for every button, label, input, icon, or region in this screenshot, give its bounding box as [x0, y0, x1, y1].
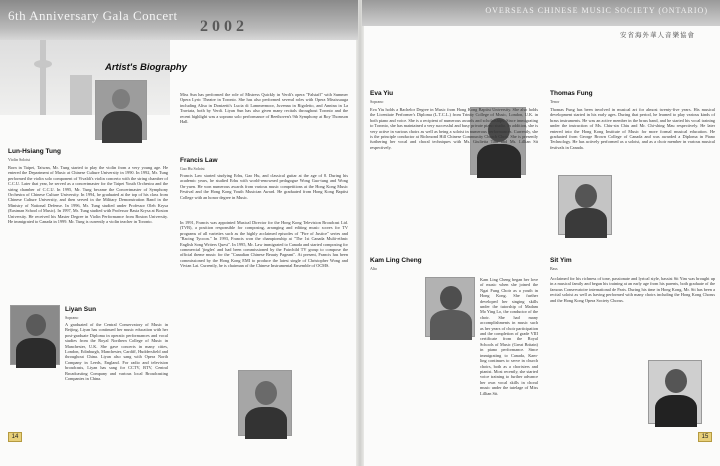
- artist-bio: In 1991, Francis was appointed Musical Director for the Hong Kong Television Broadcast Ltd. (TVB), a position responsible for composing, arranging and editing music scores for TV programs of all varieties such as the highly acclaimed episodes of "Fire of Justice" series and "Racing Tycoon." In 1993, Francis won the championship at "The 1st Canada Multi-ethnic English Song Writers Quest". In 1995, Mr. Law immigrated to Canada and started composing for commercial 'jingles' and had been commissioned by the Fairchild TV group to compose the official theme music for the "Canadian Chinese Beauty Pageant". At present, Francis has been commissioned by the Hong Kong EMI to produce the latest single of Christopher Wong and Vivian Lai. Currently, he is chairman of the Chinese Instrumental Ensemble of OCMS.: [180, 220, 348, 269]
- liyan-sun-photo: [10, 305, 60, 365]
- liyan-sun-bio-continued: Miss Sun has performed the role of Mistress Quickly in Verdi's opera "Falstaff" with Summer Opera Lyric Theatre in Toronto. She has also performed several roles with Opera Mississauga including Alisa in Donizetti's Lucia di Lammermoor, Juvenna in Rigoletto, and Annina in La Traviata, both by Verdi. Liyan Sun has also given many recitals throughout Toronto and the recent highlight was a soprano solo performance of Beethoven's 9th Symphony at Roy Thomson Hall.: [180, 92, 348, 125]
- artist-bio: Acclaimed for his richness of tone, passionate and lyrical style, bassist Sit Yim was brought up in a musical family and began his training at an early age from his parents, both graduate of the famous Conservatoire international de Paris. During his time in Hong Kong, Mr. Sit has been a recital soloist as well as having performed with many choirs including the Hong Kong Chorus and the Hong Kong Opera Society Chorus.: [550, 276, 715, 303]
- kam-ling-cheng-photo: [425, 277, 475, 337]
- left-header-banner: [0, 0, 358, 40]
- artist-role: Bass: [550, 266, 558, 271]
- artist-name: Thomas Fung: [550, 90, 593, 97]
- artist-bio: Francis Law started studying Erhu, Gao Hu, and classical guitar at the age of 8. During his academic years, he studied Erhu with world-renowned pedagogue Wong Guo-tung and Wong On-yuen. He won numerous awards from various music competitions at the Hong Kong Music Festival and the Hong Kong Youth Musician Award. He graduated from Hong Kong Baptist College with an honor degree in Music.: [180, 173, 348, 200]
- tower-graphic: [40, 40, 46, 115]
- artist-role: Alto: [370, 266, 378, 271]
- artist-bio: Eva Yiu holds a Bachelor Degree in Music from Hong Kong Baptist University. She also holds the Licentiate Performer's Diploma (L.T.C.L.) from Trinity College of Music, London, U.K. in both piano and voice. She is a recipient of numerous awards and scholarships. Since immigrating to Toronto, she has maintained a very successful and busy private piano studio. In addition, she is very active in various choirs as well as being a soloist in numerous performances. Currently, she is the principle conductor at Richmond Hill Chinese Community Church Choir. She is presently furthering her vocal and choral techniques with Ms. Giulietta Tam and Ms. Lillian Sit respectively.: [370, 107, 538, 150]
- artist-role: Soprano: [65, 315, 79, 320]
- artist-name: Eva Yiu: [370, 90, 394, 97]
- artist-name: Lun-Hsiang Tung: [8, 148, 61, 155]
- artist-role: Tenor: [550, 99, 560, 104]
- artist-bio: Thomas Fung has been involved in musical art for almost twenty-five years. His musical development started in his early ages. During that period, he learned to play various kinds of brass instruments. He was an active member in the brass band, and he started his vocal training under the instruction of Ms. Chiu-sin Chiu and Mr. Chi-shing Mau respectively. He later entered into the Hong Kong Institute of Music for more formal musical education. He graduated from George Brown College of Canada and was awarded a Diploma in Piano Technology. He has actively performed as a soloist, and as a choir member in various musical festivals in Canada.: [550, 107, 715, 150]
- society-name-chinese: 安省海外華人音樂協會: [620, 32, 695, 39]
- artist-name: Francis Law: [180, 157, 218, 164]
- page-number-left: 14: [8, 432, 22, 442]
- artist-role: Gao Hu Soloist: [180, 166, 205, 171]
- lun-hsiang-tung-photo: [95, 80, 147, 140]
- artist-bio: A graduated of the Central Conservatory of Music in Beijing, Liyan has continued her music education with her post-graduate Diploma in operatic performances and vocal studies from the Royal Northern College of Music in Manchester, U.K. She gave concerts in many cities, London, Edinburgh, Manchester, Cardiff, Huddersfield and throughout China. Liyan also sang with Opera North Company in Leeds, England. For radio and television broadcasts, Liyan has sang for CCTV, BTV, Central Broadcasting Company and various local Broadcasting Companies in China.: [65, 322, 168, 382]
- section-title: Artist's Biography: [105, 62, 187, 73]
- building-graphic: [70, 75, 92, 115]
- society-name: OVERSEAS CHINESE MUSIC SOCIETY (ONTARIO): [485, 6, 708, 15]
- tower-pod-graphic: [34, 60, 52, 68]
- artist-role: Soprano: [370, 99, 384, 104]
- artist-name: Liyan Sun: [65, 306, 97, 313]
- page-gutter: [356, 0, 364, 466]
- artist-name: Sit Yim: [550, 257, 572, 264]
- sit-yim-photo: [648, 360, 702, 424]
- francis-law-photo: [238, 370, 292, 436]
- artist-name: Kam Ling Cheng: [370, 257, 422, 264]
- concert-title: 6th Anniversary Gala Concert: [8, 8, 178, 23]
- artist-bio: Kam Ling Cheng began her love of music when she joined the Ngai Fung Choir as a youth in Hong Kong. She further developed her singing skills under the tutorship of Madam Mo Ying Lo, the conductor of the choir. She had many accomplishments in music such as her years of choir participation and the completion of grade VIII certificate from the Royal Schools of Music (Great Britain) in piano performance. Since immigrating to Canada, Kam-ling continues to serve in church choirs, both as a choristers and pianist. Most recently, she started voice training to further advance her own vocal skills in choral music under the tutelage of Miss Lillian Sit.: [480, 277, 538, 396]
- artist-bio: Born in Taipei, Taiwan, Mr. Tung started to play the violin from a very young age. He entered the Department of Music at Chinese Culture University in 1990. In 1992, Mr. Tung performed the violin solo component of Vivaldi's violin concerto with the string chamber of C.C.U. Later that year, he served as a concertmaster for the Taipei Youth Orchestra and the string chamber of C.C.U. In 1995, Mr. Tung became the Concertmaster of Symphony Orchestra of Chinese Culture University. In 1994, he graduated at the top of his class from Chinese Culture University, and then served in the Military Demonstration Band in the Ministry of National Defense. In 1996, Mr. Tung studied under Professor Oleh Krysa (Eastman School of Music). In 1997, Mr. Tung studied with Professor Basia Krysa at Boston University. He received his Master Degree in Violin Performance from Boston University. He immigrated to Canada in 1999. Mr. Tung is currently a violin teacher in Toronto.: [8, 165, 168, 225]
- concert-year: 2002: [200, 18, 248, 35]
- page-number-right: 15: [698, 432, 712, 442]
- artist-role: Violin Soloist: [8, 157, 31, 162]
- right-header-banner: [362, 0, 720, 26]
